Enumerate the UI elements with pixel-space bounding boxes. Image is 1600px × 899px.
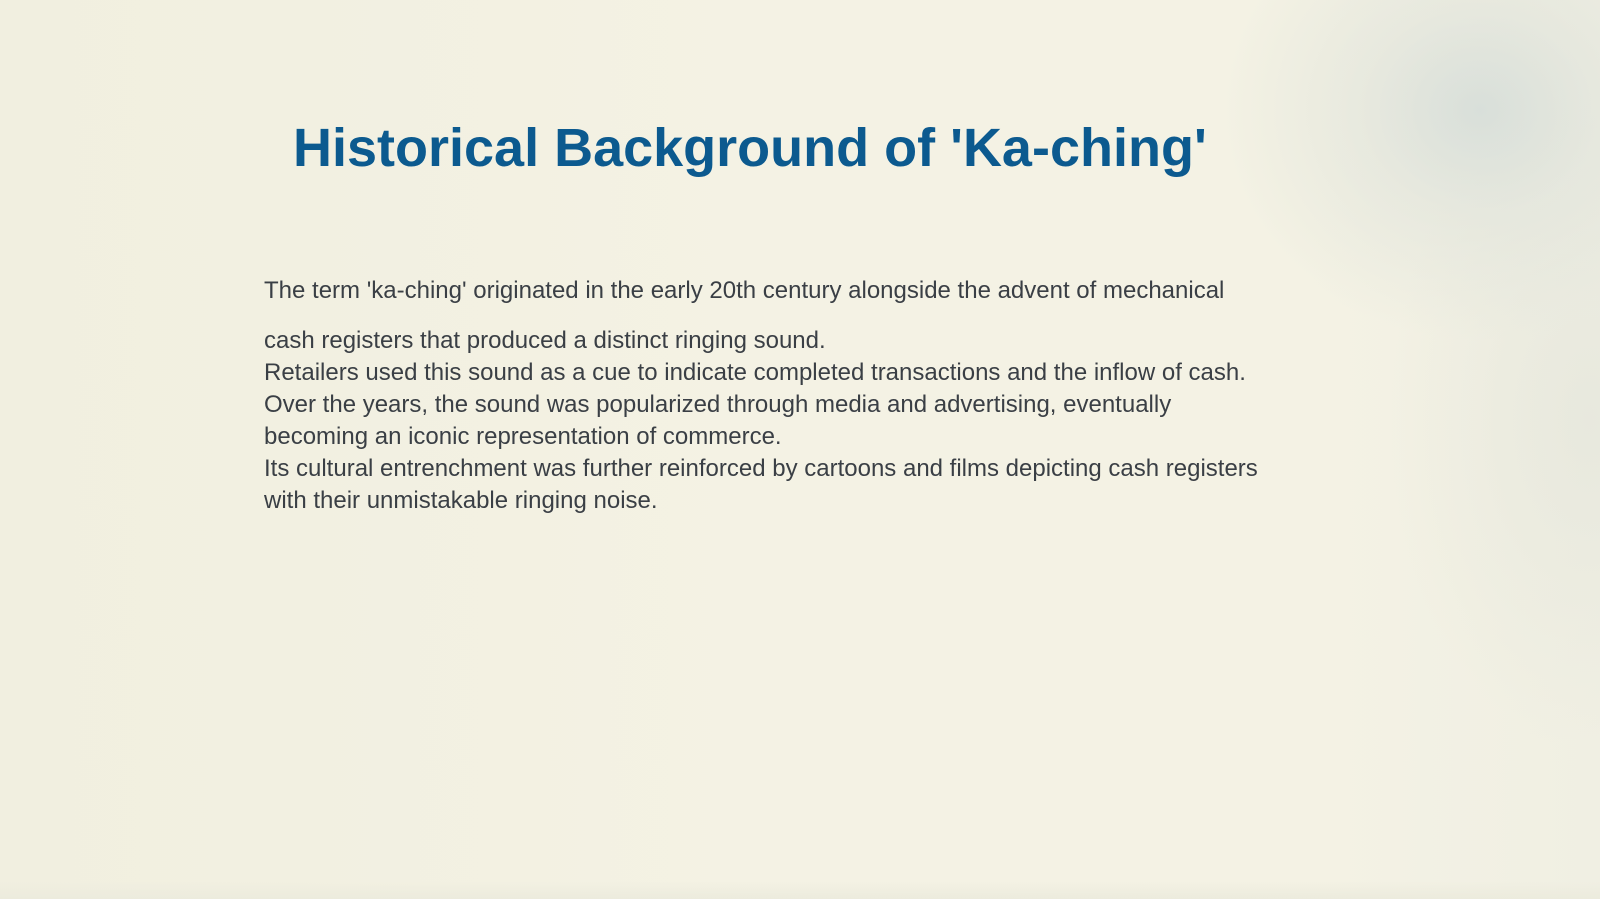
body-line: Retailers used this sound as a cue to indicate completed transactions and the inflow of cash. <box>264 359 1246 386</box>
body-line: Over the years, the sound was popularized through media and advertising, eventually <box>264 391 1172 418</box>
body-line: with their unmistakable ringing noise. <box>264 487 658 514</box>
body-line: becoming an iconic representation of commerce. <box>264 423 782 450</box>
slide-title: Historical Background of 'Ka-ching' <box>293 118 1207 178</box>
slide-body <box>264 275 1384 517</box>
body-line: The term 'ka-ching' originated in the early 20th century alongside the advent of mechanical <box>264 277 1225 304</box>
body-line: cash registers that produced a distinct ringing sound. <box>264 327 826 354</box>
bottom-band <box>0 881 1600 899</box>
body-line: Its cultural entrenchment was further reinforced by cartoons and films depicting cash registers <box>264 455 1258 482</box>
